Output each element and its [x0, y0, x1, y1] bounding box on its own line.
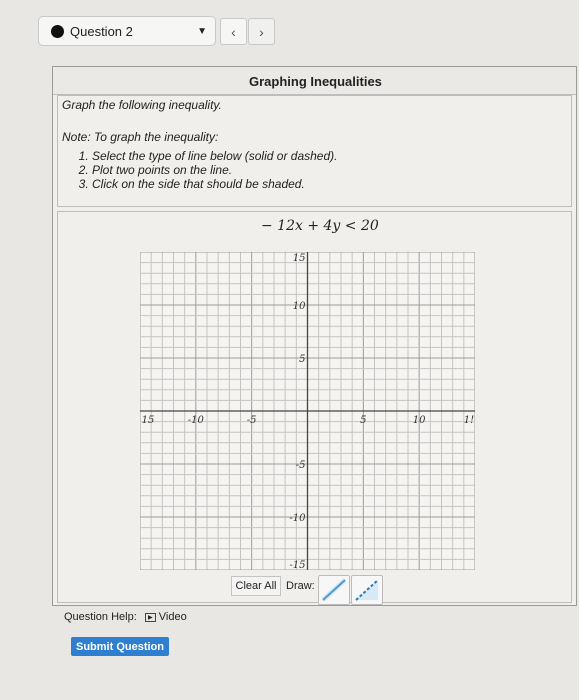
y-tick-label: -10 [289, 513, 306, 524]
dashed-line-tool[interactable] [351, 575, 383, 605]
x-tick-label: 10 [412, 415, 426, 426]
x-tick-label: 1! [463, 415, 475, 426]
solid-line-icon [319, 576, 349, 604]
x-tick-label: -5 [246, 415, 257, 426]
panel-title: Graphing Inequalities [249, 74, 382, 89]
next-question-button[interactable] [248, 18, 275, 45]
y-tick-label: 10 [292, 301, 306, 312]
y-tick-label: -5 [295, 460, 306, 471]
chevron-left-icon: ‹ [231, 23, 236, 40]
instruction-step: 1. Select the type of line below (solid or dashed). [92, 149, 337, 163]
question-selector[interactable] [38, 16, 216, 46]
chevron-down-icon: ▼ [197, 25, 207, 37]
instruction-note: Note: To graph the inequality: [62, 130, 219, 144]
draw-label: Draw: [286, 580, 315, 592]
instruction-step: 2. Plot two points on the line. [92, 163, 337, 177]
question-help [64, 611, 187, 623]
y-tick-label: 5 [299, 354, 306, 365]
solid-line-tool[interactable] [318, 575, 350, 605]
instruction-line-1: Graph the following inequality. [62, 98, 222, 112]
status-dot-icon [51, 25, 64, 38]
y-tick-label: -15 [289, 560, 306, 570]
clear-all-button[interactable] [231, 576, 281, 596]
instruction-steps [78, 149, 337, 191]
panel-titlebar [53, 67, 576, 95]
x-tick-label: -10 [187, 415, 204, 426]
inequality-expression: − 12x + 4y < 20 [261, 218, 379, 234]
prev-question-button[interactable] [220, 18, 247, 45]
dashed-line-icon [352, 576, 382, 604]
submit-label: Submit Question [76, 640, 164, 653]
coordinate-grid[interactable] [140, 252, 475, 570]
video-icon: ▶ [145, 613, 156, 622]
clear-all-label: Clear All [235, 580, 277, 592]
y-tick-label: 15 [292, 253, 306, 264]
x-tick-label: 5 [360, 415, 367, 426]
instruction-step: 3. Click on the side that should be shaded. [92, 177, 337, 191]
instructions [57, 95, 572, 207]
x-tick-label: 15 [141, 415, 155, 426]
chevron-right-icon: › [259, 23, 264, 40]
video-link[interactable]: Video [158, 611, 187, 623]
submit-question-button[interactable] [71, 637, 169, 656]
question-help-label: Question Help: [64, 611, 137, 623]
question-label: Question 2 [70, 23, 133, 39]
